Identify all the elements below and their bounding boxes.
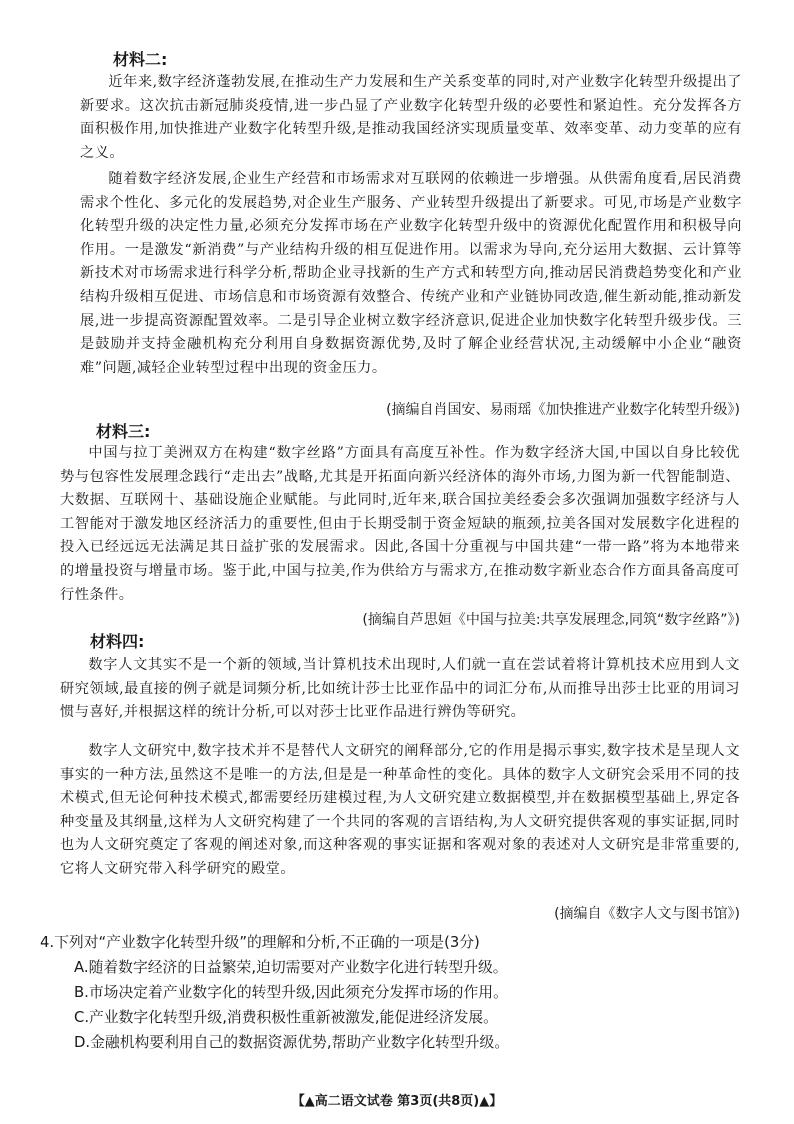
material-4-label: 材料四:	[90, 632, 145, 651]
material-4-paragraph-1: 数字人文其实不是一个新的领域,当计算机技术出现时,人们就一直在尝试着将计算机技术应用到人文研究领域,最直接的例子就是词频分析,比如统计莎士比亚作品中的词汇分布,从而推导出莎士比亚的用词习惯与喜好,并根据这样的统计分析,可以对莎士比亚作品进行辨伪等研究。	[60, 657, 740, 721]
question-4-option-d[interactable]: D.金融机构要利用自己的数据资源优势,帮助产业数字化转型升级。	[74, 1034, 510, 1051]
question-4-option-c[interactable]: C.产业数字化转型升级,消费积极性重新被激发,能促进经济发展。	[74, 1009, 498, 1026]
material-3-paragraph-1: 中国与拉丁美洲双方在构建“数字丝路”方面具有高度互补性。作为数字经济大国,中国以自身比较优势与包容性发展理念践行“走出去”战略,尤其是开拓面向新兴经济体的海外市场,力图为新一代智能制造、大数据、互联网十、基础设施企业赋能。与此同时,近年来,联合国拉美经委会多次强调加强数字经济与人工智能对于激发地区经济活力的重要性,但由于长期受制于资金短缺的瓶颈,拉美各国对发展数字化进程的投入已经远远无法满足其日益扩张的发展需求。因此,各国十分重视与中国共建“一带一路”将为本地带来的增量投资与增量市场。鉴于此,中国与拉美,作为供给方与需求方,在推动数字新业态合作方面具备高度可行性条件。	[60, 445, 740, 603]
material-2-label: 材料二:	[113, 50, 168, 69]
material-4-paragraph-2: 数字人文研究中,数字技术并不是替代人文研究的阐释部分,它的作用是揭示事实,数字技术是呈现人文事实的一种方法,虽然这不是唯一的方法,但是是一种革命性的变化。具体的数字人文研究会采用不同的技术模式,但无论何种技术模式,都需要经历建模过程,为人文研究建立数据模型,并在数据模型基础上,界定各种变量及其纲量,这样为人文研究构建了一个共同的客观的言语结构,为人文研究提供客观的事实证据,同时也为人文研究奠定了客观的阐述对象,而这种客观的事实证据和客观对象的表述对人文研究是非常重要的,它将人文研究带入科学研究的殿堂。	[60, 743, 740, 877]
material-3-source: (摘编自芦思姮《中国与拉美:共享发展理念,同筑“数字丝路”》)	[362, 612, 740, 628]
material-2-paragraph-2: 随着数字经济发展,企业生产经营和市场需求对互联网的依赖进一步增强。从供需角度看,居民消费需求个性化、多元化的发展趋势,对企业生产服务、产业转型升级提出了新要求。可见,市场是产业数字化转型升级的决定性力量,必须充分发挥市场在产业数字化转型升级中的资源优化配置作用和积极导向作用。一是激发“新消费”与产业结构升级的相互促进作用。以需求为导向,充分运用大数据、云计算等新技术对市场需求进行科学分析,帮助企业寻找新的生产方式和转型方向,推动居民消费趋势变化和产业结构升级相互促进、市场信息和市场资源有效整合、传统产业和产业链协同改造,催生新动能,推动新发展,进一步提高资源配置效率。二是引导企业树立数字经济意识,促进企业加快数字化转型升级步伐。三是鼓励并支持金融机构充分利用自身数据资源优势,及时了解企业经营状况,主动缓解中小企业“融资难”问题,减轻企业转型过程中出现的资金压力。	[80, 171, 742, 376]
material-2-paragraph-1: 近年来,数字经济蓬勃发展,在推动生产力发展和生产关系变革的同时,对产业数字化转型升级提出了新要求。这次抗击新冠肺炎疫情,进一步凸显了产业数字化转型升级的必要性和紧迫性。充分发挥各方面积极作用,加快推进产业数字化转型升级,是推动我国经济实现质量变革、效率变革、动力变革的应有之义。	[80, 74, 742, 161]
question-4-option-b[interactable]: B.市场决定着产业数字化的转型升级,因此须充分发挥市场的作用。	[74, 984, 508, 1001]
question-4	[40, 930, 740, 1055]
question-4-option-a[interactable]: A.随着数字经济的日益繁荣,迫切需要对产业数字化进行转型升级。	[74, 959, 508, 976]
question-4-stem: 4.下列对“产业数字化转型升级”的理解和分析,不正确的一项是(3分)	[40, 934, 480, 951]
page-footer: 【▲高二语文试卷 第3页(共8页)▲】	[291, 1094, 503, 1109]
material-3-label: 材料三:	[96, 422, 151, 441]
material-4-source: (摘编自《数字人文与图书馆》)	[554, 906, 740, 922]
material-2-source: (摘编自肖国安、易雨瑶《加快推进产业数字化转型升级》)	[386, 402, 740, 418]
